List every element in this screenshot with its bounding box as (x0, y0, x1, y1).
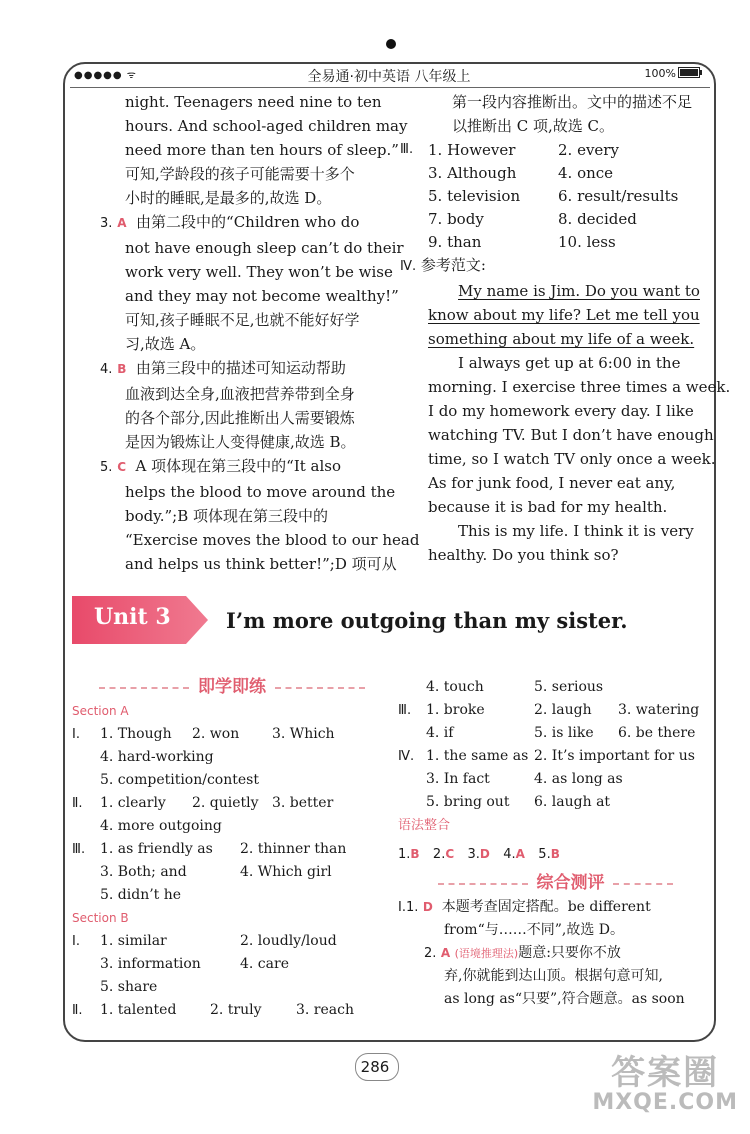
unit-label: Unit 3 (94, 604, 171, 630)
text-line: I always get up at 6:00 in the (458, 354, 681, 372)
grammar-label: 语法整合 (398, 818, 451, 833)
left-bottom-column (72, 676, 392, 1022)
book-title: 全易通·初中英语 八年级上 (307, 69, 471, 85)
text-line: and helps us think better!”;D 项可从 (125, 555, 397, 573)
text-line: 可知,学龄段的孩子可能需要十多个 (125, 165, 355, 183)
right-bottom-column: 4. touch 5. serious Ⅲ. 1. broke 2. laugh 3. watering 4. if 5. is like 6. be there Ⅳ. 1. the same as 2. It’s important for us 3. In fact 4. as long as 5. bring out 6. laugh at 语法整合 1.B 2.C 3.D 4.A 5.B 综合测评 Ⅰ.1. D 本题考查固定搭配。be different from“与……不同”,故选 D。 2. A (语境推理法)题意:只要你不放 弃,你就能到达山顶。根据句意可知, as long as“只要”,符合题意。as soon (398, 676, 713, 1011)
text-line: work very well. They won’t be wise (125, 263, 393, 281)
section-label: Ⅲ. (400, 142, 414, 157)
text-line: 第一段内容推断出。文中的描述不足 (452, 93, 693, 111)
text-line: and they may not become wealthy!” (125, 287, 399, 305)
essay (400, 279, 731, 567)
exercise-a1: Ⅰ. 1. Though 2. won 3. Which 4. hard-working 5. competition/contest (72, 726, 335, 788)
underlined-line: something about my life of a week. (428, 330, 695, 348)
text-line: helps the blood to move around the (125, 483, 396, 501)
text-line: because it is bad for my health. (428, 498, 668, 516)
text-line: body.”;B 项体现在第三段中的 (125, 507, 328, 525)
unit-banner (72, 596, 208, 644)
right-top-column (400, 90, 731, 567)
text-line: need more than ten hours of sleep.” (125, 141, 399, 159)
page-number: 286 (360, 1058, 390, 1076)
exercise-a3: Ⅲ. 1. as friendly as 2. thinner than 3. Both; and 4. Which girl 5. didn’t he (72, 841, 347, 903)
test-item-1: Ⅰ.1. D 本题考查固定搭配。be different (398, 899, 651, 915)
text-line: 习,故选 A。 (125, 335, 206, 353)
section-b-label: Section B (72, 911, 129, 925)
camera-dot (386, 39, 396, 49)
answer-item-5: 5. C A 项体现在第三段中的“It also (100, 457, 342, 475)
answer-item-4: 4. B 由第三段中的描述可知运动帮助 (100, 359, 346, 377)
text-line: 可知,孩子睡眠不足,也就不能好好学 (125, 311, 360, 329)
text-line: night. Teenagers need nine to ten (125, 93, 382, 111)
grammar-answers: 1.B 2.C 3.D 4.A 5.B (398, 847, 560, 862)
text-line: morning. I exercise three times a week. (428, 378, 731, 396)
answer-item-3: 3. A 由第二段中的“Children who do (100, 213, 360, 231)
status-divider (70, 87, 710, 88)
text-line: 是因为锻炼让人变得健康,故选 B。 (125, 433, 356, 451)
text-line: As for junk food, I never eat any, (428, 474, 676, 492)
answer-letter: B (117, 362, 127, 376)
answer-grid: 1. However 2. every 3. Although 4. once 5. television 6. result/results 7. body 8. decided 9. than 10. less (428, 141, 679, 251)
text-line: time, so I watch TV only once a week. (428, 450, 716, 468)
text-line: 弃,你就能到达山顶。根据句意可知, (444, 968, 663, 984)
battery-indicator: 100% (645, 67, 700, 80)
exercise-b3: Ⅲ. 1. broke 2. laugh 3. watering 4. if 5. is like 6. be there (398, 702, 700, 741)
underlined-line: My name is Jim. Do you want to (458, 282, 700, 300)
text-line: from“与……不同”,故选 D。 (444, 922, 625, 938)
section-heading: 即学即练 (72, 676, 392, 700)
status-bar (68, 64, 710, 86)
answer-letter: A (117, 216, 127, 230)
signal-wifi-icon: ●●●●● ᯤ (74, 70, 137, 81)
watermark: 答案圈 MXQE.COM (592, 1053, 738, 1115)
test-item-2: 2. A (语境推理法)题意:只要你不放 (424, 945, 621, 961)
text-line: “Exercise moves the blood to our head (125, 531, 420, 549)
section-a-label: Section A (72, 704, 129, 718)
underlined-line: know about my life? Let me tell you (428, 306, 700, 324)
text-line: 小时的睡眠,是最多的,故选 D。 (125, 189, 332, 207)
text-line: healthy. Do you think so? (428, 546, 619, 564)
text-line: 以推断出 C 项,故选 C。 (452, 117, 615, 135)
exercise-b1: Ⅰ. 1. similar 2. loudly/loud 3. information 4. care 5. share (72, 933, 337, 995)
section-heading: 综合测评 (398, 866, 713, 896)
exercise-b2: Ⅱ. 1. talented 2. truly 3. reach (72, 1002, 354, 1018)
exercise-a2: Ⅱ. 1. clearly 2. quietly 3. better 4. more outgoing (72, 795, 334, 834)
essay-heading: Ⅳ. 参考范文: (400, 256, 486, 274)
text-line: 血液到达全身,血液把营养带到全身 (125, 385, 355, 403)
text-line: I do my homework every day. I like (428, 402, 694, 420)
text-line: 的各个部分,因此推断出人需要锻炼 (125, 409, 355, 427)
text-line: as long as“只要”,符合题意。as soon (444, 991, 685, 1007)
answer-letter: C (117, 460, 126, 474)
exercise-b4: Ⅳ. 1. the same as 2. It’s important for us 3. In fact 4. as long as 5. bring out 6. laugh at (398, 748, 695, 810)
text-line: watching TV. But I don’t have enough (428, 426, 714, 444)
battery-icon (678, 67, 700, 78)
text-line: This is my life. I think it is very (458, 522, 694, 540)
text-line: hours. And school-aged children may (125, 117, 408, 135)
unit-title: I’m more outgoing than my sister. (226, 608, 628, 633)
text-line: not have enough sleep can’t do their (125, 239, 404, 257)
